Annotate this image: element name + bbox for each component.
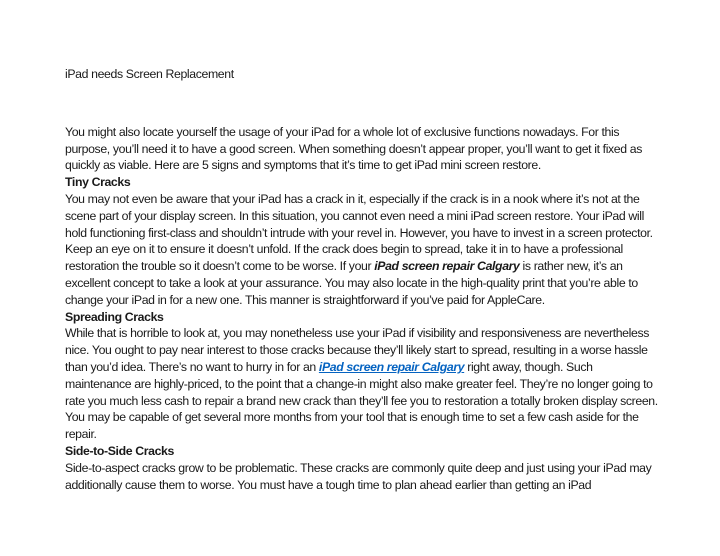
heading-spreading-cracks: Spreading Cracks: [65, 309, 164, 324]
intro-paragraph: You might also locate yourself the usage of your iPad for a whole lot of exclusive functions nowadays. For this purpose, you’ll need it to have a good screen. When something doesn’t appear proper, you’ll want to get it fixed as quickly as viable. Here are 5 signs and symptoms that it’s time to get iPad mini screen restore.: [65, 124, 642, 173]
tiny-cracks-paragraph: [65, 191, 658, 309]
tiny-cracks-text-2: is rather new, it’s an excellent concept to take a look at your assurance. You may also locate in the high-quality print that you’re able to change your iPad in for a new one. This manner is straightforward if you’ve paid for AppleCare.: [65, 259, 638, 307]
keyword-ipad-screen-repair-calgary: iPad screen repair Calgary: [374, 259, 520, 274]
spreading-cracks-text-2: right away, though. Such maintenance are highly-priced, to the point that a change-in might also make greater feel. They’re no longer going to rate you much less cash to repair a brand new crack than they’ll fee you to restoration a totally broken display screen. You may be capable of get several more months from your tool that is enough time to set a few cash aside for the repair.: [65, 359, 658, 442]
ipad-screen-repair-calgary-link[interactable]: iPad screen repair Calgary: [318, 359, 465, 374]
side-cracks-paragraph: Side-to-aspect cracks grow to be problematic. These cracks are commonly quite deep and just using your iPad may additionally cause them to worse. You must have a tough time to plan ahead earlier than getting an iPad: [65, 460, 652, 492]
document-title: iPad needs Screen Replacement: [65, 67, 234, 81]
spreading-cracks-text-1: While that is horrible to look at, you may nonetheless use your iPad if visibility and responsiveness are nevertheless nice. You ought to pay near interest to those cracks because they’ll likely start to spread, resulting in a worse hassle than you’d idea. There’s no want to hurry in for an: [65, 326, 649, 374]
heading-side-to-side-cracks: Side-to-Side Cracks: [65, 443, 174, 458]
tiny-cracks-text-1: You may not even be aware that your iPad has a crack in it, especially if the crack is in a nook where it’s not at the scene part of your display screen. In this situation, you cannot even need a mini iPad screen restore. Your iPad will hold functioning first-class and shouldn’t intrude with your revel in. However, you have to invest in a screen protector. Keep an eye on it to ensure it doesn’t unfold. If the crack does begin to spread, take it in to have a professional restoration the trouble so it doesn’t come to be worse. If your: [65, 191, 653, 274]
spreading-cracks-paragraph: [65, 325, 658, 443]
heading-tiny-cracks: Tiny Cracks: [65, 175, 131, 190]
